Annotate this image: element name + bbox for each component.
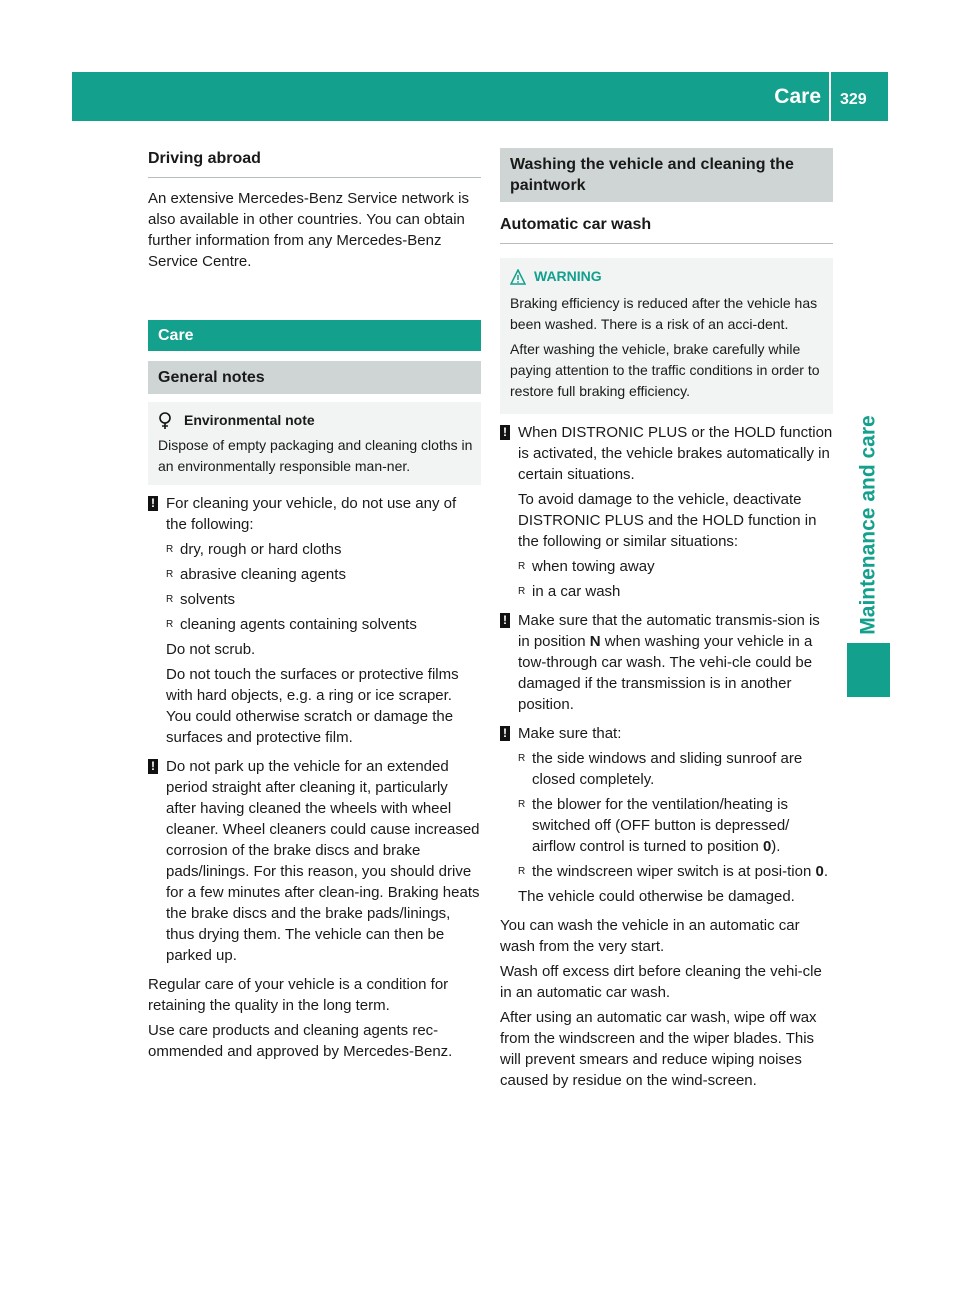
environmental-note-text: Dispose of empty packaging and cleaning cloths in an environmentally responsible man-ner.	[158, 437, 473, 474]
bullet-icon: R	[518, 866, 526, 877]
exclamation-icon: !	[500, 425, 510, 440]
list-item: R in a car wash	[518, 583, 621, 600]
attention-text: Make sure that the automatic transmis-sion is in position N when washing your vehicle in a tow-through car wash. The vehi-cle could be damaged if the transmission is in another position.	[518, 612, 820, 713]
situations-list	[518, 556, 833, 602]
paragraph: Wash off excess dirt before cleaning the vehi-cle in an automatic car wash.	[500, 963, 822, 1001]
exclamation-icon: !	[148, 496, 158, 511]
washing-section-band: Washing the vehicle and cleaning the paintwork	[500, 148, 833, 202]
header-separator	[829, 72, 831, 121]
bullet-icon: R	[166, 544, 174, 555]
warning-triangle-icon	[510, 269, 526, 285]
automatic-car-wash-heading: Automatic car wash	[500, 214, 833, 244]
list-item: R when towing away	[518, 558, 655, 575]
paragraph: You can wash the vehicle in an automatic car wash from the very start.	[500, 917, 800, 955]
bullet-icon: R	[166, 594, 174, 605]
attention-text: Make sure that:	[518, 725, 622, 742]
exclamation-icon: !	[500, 613, 510, 628]
bullet-icon: R	[518, 799, 526, 810]
right-column	[500, 148, 833, 1095]
warning-text: After washing the vehicle, brake carefully while paying attention to the traffic conditions in order to restore full braking efficiency.	[510, 341, 820, 399]
side-tab-marker	[847, 643, 890, 697]
exclamation-icon: !	[148, 759, 158, 774]
warning-label: WARNING	[534, 268, 602, 284]
exclamation-icon: !	[500, 726, 510, 741]
page-number: 329	[840, 91, 867, 108]
driving-abroad-text: An extensive Mercedes-Benz Service network is also available in other countries. You can obtain further information from any Mercedes-Benz Service Centre.	[148, 190, 469, 270]
attention-notice-transmission	[500, 610, 833, 719]
list-item: R solvents	[166, 591, 236, 608]
attention-text: To avoid damage to the vehicle, deactivate DISTRONIC PLUS and the HOLD function in the following or similar situations:	[518, 491, 817, 550]
paragraph: Regular care of your vehicle is a condition for retaining the quality in the long term.	[148, 976, 449, 1014]
left-column	[148, 148, 481, 1066]
driving-abroad-heading: Driving abroad	[148, 148, 481, 178]
side-tab	[847, 375, 890, 675]
attention-notice-distronic	[500, 422, 833, 606]
paragraph: After using an automatic car wash, wipe off wax from the windscreen and the wiper blades. This will prevent smears and reduce wiping noises caused by residue on the wind-screen.	[500, 1009, 817, 1089]
bullet-icon: R	[518, 586, 526, 597]
care-section-band: Care	[148, 320, 481, 351]
attention-notice-checks	[500, 723, 833, 911]
attention-text: Do not park up the vehicle for an extended period straight after cleaning it, particularly after having cleaned the wheels with wheel cleaner. Wheel cleaners could cause increased corrosion of the brake discs and brake pads/linings. For this reason, you should drive for a few minutes after clean-ing. Braking heats the brake discs and the brake pads/linings, thus drying them. The vehicle can then be parked up.	[166, 758, 480, 964]
paragraph: Use care products and cleaning agents rec-ommended and approved by Mercedes-Benz.	[148, 1022, 453, 1060]
checks-list	[518, 748, 833, 882]
environmental-note-title: Environmental note	[184, 412, 315, 428]
list-item: R cleaning agents containing solvents	[166, 616, 417, 633]
attention-notice-cleaning	[148, 493, 481, 752]
list-item: R abrasive cleaning agents	[166, 566, 346, 583]
bullet-icon: R	[518, 753, 526, 764]
attention-text: Do not touch the surfaces or protective films with hard objects, e.g. a ring or ice scraper. You could otherwise scratch or damage the surfaces and protective film.	[166, 666, 459, 746]
general-notes-band: General notes	[148, 361, 481, 394]
header-bar	[72, 72, 888, 121]
list-item: R the windscreen wiper switch is at posi-tion 0.	[518, 863, 828, 880]
attention-text: When DISTRONIC PLUS or the HOLD function is activated, the vehicle brakes automatically in certain situations.	[518, 424, 833, 483]
environmental-note	[148, 402, 481, 485]
attention-text: Do not scrub.	[166, 641, 256, 658]
list-item: R the blower for the ventilation/heating is switched off (OFF button is depressed/ airflow control is turned to position 0).	[518, 796, 790, 855]
warning-text: Braking efficiency is reduced after the vehicle has been washed. There is a risk of an acci-dent.	[510, 295, 818, 332]
attention-notice-parking	[148, 756, 481, 970]
side-tab-label: Maintenance and care	[856, 415, 880, 635]
cleaning-list	[166, 539, 481, 635]
attention-text: The vehicle could otherwise be damaged.	[518, 888, 795, 905]
warning-box	[500, 258, 833, 414]
bullet-icon: R	[166, 569, 174, 580]
attention-text: For cleaning your vehicle, do not use any of the following:	[166, 495, 457, 533]
list-item: R dry, rough or hard cloths	[166, 541, 342, 558]
bullet-icon: R	[166, 619, 174, 630]
list-item: R the side windows and sliding sunroof are closed completely.	[518, 750, 803, 788]
section-title: Care	[774, 85, 821, 108]
bullet-icon: R	[518, 561, 526, 572]
lightbulb-icon	[158, 412, 172, 430]
